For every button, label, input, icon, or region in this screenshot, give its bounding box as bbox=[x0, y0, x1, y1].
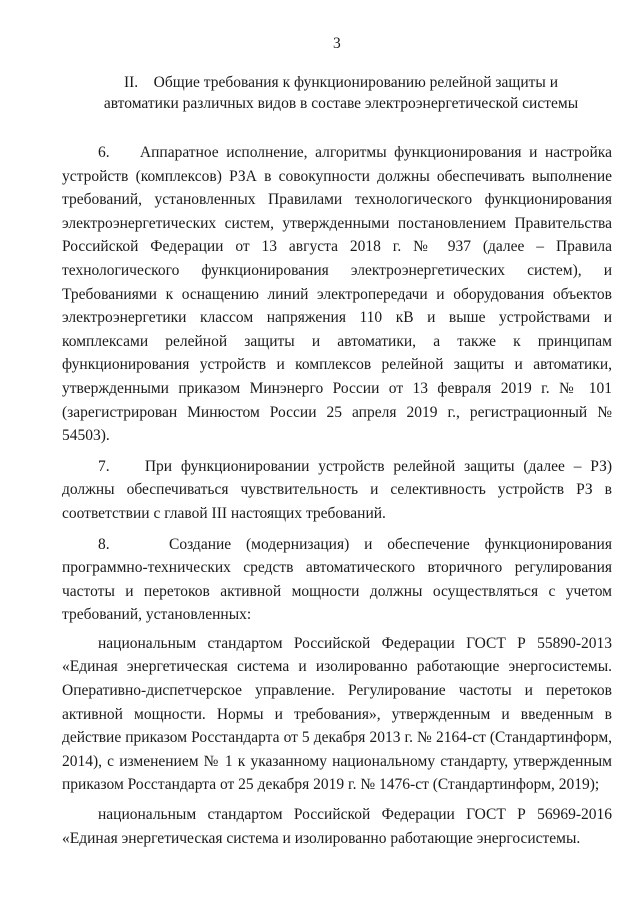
paragraph-gost-55890: национальным стандартом Российской Федерации ГОСТ Р 55890-2013 «Единая энергетическая система и изолированно работающие энергосистемы. Оперативно-диспетчерское управление. Регулирование частоты и перетоков активной мощности. Нормы и требования», утвержденным и введенным в действие приказом Росстандарта от 5 декабря 2013 г. № 2164-ст (Стандартинформ, 2014), с изменением № 1 к указанному национальному стандарту, утвержденным приказом Росстандарта от 25 декабря 2019 г. № 1476-ст (Стандартинформ, 2019); bbox=[62, 634, 612, 794]
section-title-line-2: автоматики различных видов в составе электроэнергетической системы bbox=[103, 95, 579, 112]
paragraph-7: 7. При функционировании устройств релейной защиты (далее – РЗ) должны обеспечиваться чувствительность и селективность устройств РЗ в соответствии с главой III настоящих требований. bbox=[62, 457, 616, 522]
section-title bbox=[62, 72, 612, 114]
paragraph-6: 6. Аппаратное исполнение, алгоритмы функционирования и настройка устройств (комплексов) РЗА в совокупности должны обеспечивать выполнение требований, установленных Правилами технологического функционирования электроэнергетических систем, утвержденными постановлением Правительства Российской Федерации от 13 августа 2018 г. № 937 (далее – Правила технологического функционирования электроэнергетических систем), и Требованиями к оснащению линий электропередачи и оборудования объектов электроэнергетики классом напряжения 110 кВ и выше устройствами и комплексами релейной защиты и автоматики, а также к принципам функционирования устройств и комплексов релейной защиты и автоматики, утвержденными приказом Минэнерго России от 13 февраля 2019 г. № 101 (зарегистрирован Минюстом России 25 апреля 2019 г., регистрационный № 54503). bbox=[62, 144, 616, 445]
page-number: 3 bbox=[333, 35, 341, 52]
section-title-line-1: II. Общие требования к функционированию релейной защиты и bbox=[123, 74, 559, 91]
paragraph-8: 8. Создание (модернизация) и обеспечение функционирования программно-технических средств автоматического вторичного регулирования частоты и перетоков активной мощности должны осуществляться с учетом требований, установленных: bbox=[62, 535, 616, 624]
paragraph-gost-56969: национальным стандартом Российской Федерации ГОСТ Р 56969-2016 «Единая энергетическая система и изолированно работающие энергосистемы. bbox=[62, 806, 612, 847]
